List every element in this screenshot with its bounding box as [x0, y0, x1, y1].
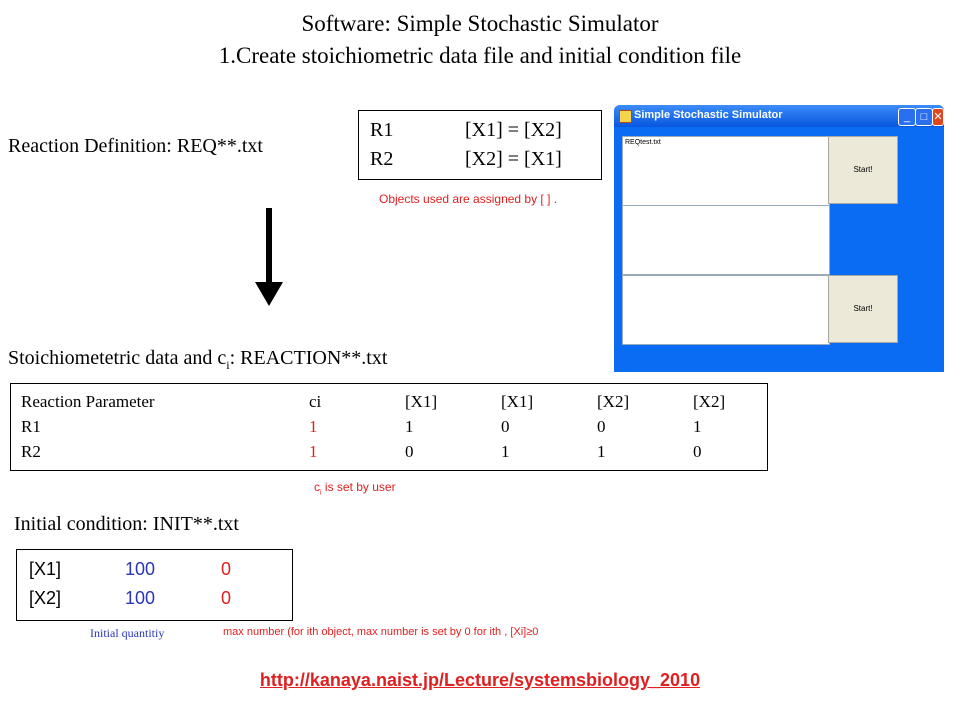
req-row-equation: [X2] = [X1] [465, 148, 562, 170]
simulator-window [614, 105, 944, 372]
req-row [370, 148, 562, 171]
init-quantity: 100 [125, 559, 156, 579]
init-quantity: 100 [125, 588, 156, 608]
table-cell: 0 [405, 442, 414, 461]
table-cell: 1 [693, 417, 702, 436]
objects-note: Objects used are assigned by [ ] . [379, 192, 558, 206]
close-button[interactable]: ✕ [932, 108, 944, 126]
table-cell: 0 [597, 417, 606, 436]
req-file-box [358, 110, 602, 180]
table-cell-ci: 1 [309, 442, 318, 461]
ci-note-text: c [314, 480, 320, 494]
down-arrow-icon [253, 208, 285, 308]
table-cell: 1 [405, 417, 414, 436]
ci-note-suffix: is set by user [321, 480, 396, 494]
ci-note-sub: i [320, 489, 322, 497]
init-object: [X2] [29, 588, 62, 608]
window-title: Simple Stochastic Simulator [634, 109, 783, 121]
table-header: Reaction Parameter [21, 392, 155, 411]
output-text-area[interactable] [622, 205, 830, 275]
arrow-head [255, 282, 283, 306]
table-cell: 0 [693, 442, 702, 461]
table-header: [X2] [597, 392, 630, 411]
reaction-definition-heading: Reaction Definition: REQ**.txt [8, 135, 263, 157]
reaction-table [10, 383, 768, 471]
table-header: [X1] [501, 392, 534, 411]
start-button[interactable]: Start! [828, 275, 898, 343]
req-text-area[interactable] [622, 136, 830, 206]
stoich-heading-suffix: : REACTION**.txt [229, 347, 388, 369]
req-row-id: R1 [370, 119, 394, 141]
init-file-box [16, 549, 293, 621]
init-object: [X1] [29, 559, 62, 579]
max-number-note: max number (for ith object, max number is set by 0 for ith , [Xi]≥0 [223, 626, 539, 638]
table-cell: R2 [21, 442, 41, 461]
stoich-heading [8, 347, 387, 373]
lecture-link[interactable]: http://kanaya.naist.jp/Lecture/systemsbiology_2010 [259, 670, 701, 690]
stoich-heading-sub: i [226, 358, 230, 372]
init-max: 0 [221, 588, 232, 608]
table-header: ci [309, 392, 322, 411]
slide-title: Software: Simple Stochastic Simulator [301, 11, 659, 36]
table-header: [X2] [693, 392, 726, 411]
start-button[interactable]: Start! [828, 136, 898, 204]
file-label: REQtest.txt [625, 139, 661, 146]
req-row-equation: [X1] = [X2] [465, 119, 562, 141]
req-row-id: R2 [370, 148, 394, 170]
minimize-button[interactable]: _ [898, 108, 916, 126]
table-cell: 1 [501, 442, 510, 461]
maximize-button[interactable]: □ [915, 108, 933, 126]
req-row [370, 119, 562, 142]
table-cell: 1 [597, 442, 606, 461]
slide-subtitle: 1.Create stoichiometric data file and initial condition file [218, 43, 742, 68]
stoich-heading-text: Stoichiometetric data and c [8, 347, 227, 369]
init-text-area[interactable] [622, 275, 830, 345]
table-header: [X1] [405, 392, 438, 411]
window-titlebar[interactable] [614, 105, 944, 127]
table-cell-ci: 1 [309, 417, 318, 436]
initial-condition-heading: Initial condition: INIT**.txt [14, 513, 239, 535]
ci-note [314, 480, 396, 496]
initial-quantity-label: Initial quantitiy [90, 626, 165, 640]
app-icon [619, 110, 632, 123]
arrow-shaft [266, 208, 272, 284]
table-cell: 0 [501, 417, 510, 436]
init-max: 0 [221, 559, 232, 579]
table-cell: R1 [21, 417, 41, 436]
